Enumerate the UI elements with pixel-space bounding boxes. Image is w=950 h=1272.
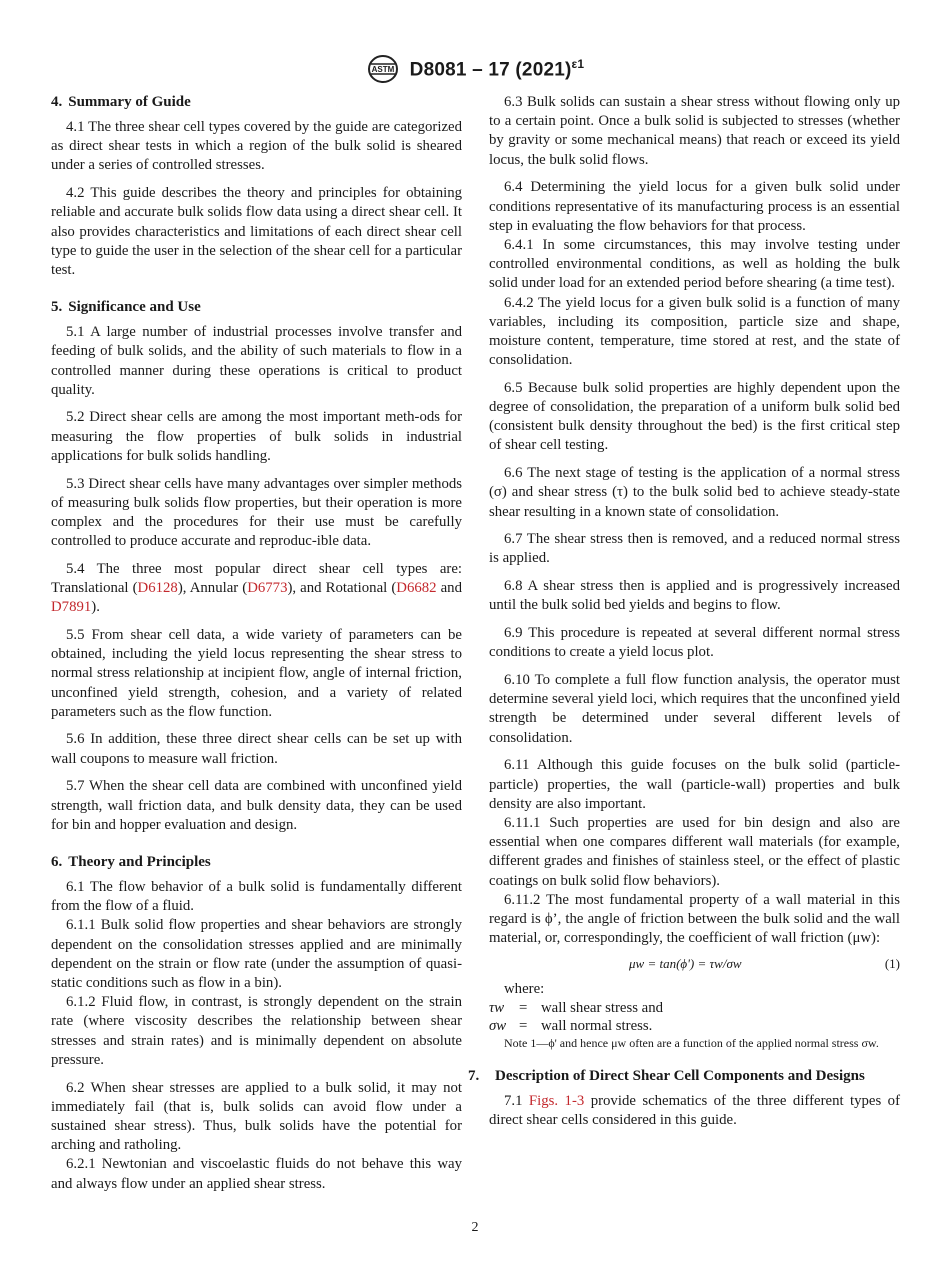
paragraph-5-1: 5.1 A large number of industrial processes involve transfer and feeding of bulk solids, and the ability of such materials to flow in a controlled manner during these operations is critical to product quality. xyxy=(51,324,462,398)
paragraph-6-2: 6.2 When shear stresses are applied to a bulk solid, it may not immediately fail (that is, bulk solids can avoid flow under a sustained shear stress). Thus, bulk solids have the potential for arching and ratholing. xyxy=(51,1079,462,1154)
paragraph-5-6: 5.6 In addition, these three direct shear cells can be set up with wall coupons to measure wall friction. xyxy=(51,731,462,767)
paragraph-6-9: 6.9 This procedure is repeated at several different normal stress conditions to create a yield locus plot. xyxy=(489,625,900,661)
section-number: 6. xyxy=(51,854,63,870)
paragraph-5-3: 5.3 Direct shear cells have many advantages over simpler methods of measuring bulk solids flow properties, but their operation is more complex and the procedures for their use must be carefully controlled to produce accurate and reproduc-ible data. xyxy=(51,475,462,550)
paragraph-5-7: 5.7 When the shear cell data are combined with unconfined yield strength, wall friction data, and bulk density data, they can be used for bin and hopper evaluation and design. xyxy=(51,778,462,833)
text-run: ), and Rotational ( xyxy=(287,580,397,597)
left-column xyxy=(51,93,462,1194)
page-header xyxy=(0,52,950,86)
section-title: Summary of Guide xyxy=(68,94,191,110)
section-number: 4. xyxy=(51,94,63,110)
paragraph-6-11: 6.11 Although this guide focuses on the bulk solid (particle-particle) properties, the wall (particle-wall) properties and bulk density are also important. xyxy=(489,757,900,812)
paragraph-6-1-1: 6.1.1 Bulk solid flow properties and shear behaviors are strongly dependent on the consolidation stresses applied and are minimally dependent on the strain or flow rate (under the assumption of quasi-static conditions such as flow in a bin). xyxy=(51,917,462,992)
section-title: Significance and Use xyxy=(68,299,201,316)
paragraph-6-6: 6.6 The next stage of testing is the application of a normal stress (σ) and shear stress (τ) to the bulk solid bed to achieve steady-state shear resulting in a known state of consolidation. xyxy=(489,465,900,520)
paragraph-7-1 xyxy=(489,1092,900,1130)
definition-text: wall shear stress and xyxy=(541,999,664,1016)
where-label: where: xyxy=(504,980,545,997)
link-d7891[interactable]: D7891 xyxy=(51,599,92,616)
designation-text: D8081 – 17 (2021) xyxy=(409,59,572,81)
text-run: ), Annular ( xyxy=(177,580,248,597)
definition-symbol: τw xyxy=(489,999,505,1016)
paragraph-6-2-1: 6.2.1 Newtonian and viscoelastic fluids do not behave this way and always flow under an applied shear stress. xyxy=(51,1156,462,1192)
definition-symbol: σw xyxy=(489,1017,507,1034)
text-run: ). xyxy=(91,599,100,616)
logo-text: ASTM xyxy=(371,65,395,74)
paragraph-6-1: 6.1 The flow behavior of a bulk solid is fundamentally different from the flow of a fluid. xyxy=(51,879,462,915)
note-1: Note 1—ϕ' and hence μw often are a function of the applied normal stress σw. xyxy=(504,1035,879,1050)
paragraph-5-5: 5.5 From shear cell data, a wide variety of parameters can be obtained, including the yield locus representing the shear stress to normal stress relationship at incipient flow, angle of internal friction, unconfined yield strength, cohesion, and a variety of related parameters such as the flow function. xyxy=(51,626,462,720)
link-d6773[interactable]: D6773 xyxy=(247,580,288,597)
paragraph-6-7: 6.7 The shear stress then is removed, and a reduced normal stress is applied. xyxy=(489,531,900,567)
section-number: 5. xyxy=(51,299,63,316)
paragraph-6-11-2: 6.11.2 The most fundamental property of a wall material in this regard is ϕ’, the angle of friction between the bulk solid and the wall material, or, correspondingly, the coefficient of wall friction (μw): xyxy=(489,891,900,947)
astm-logo-icon xyxy=(366,54,400,84)
paragraph-6-4: 6.4 Determining the yield locus for a given bulk solid under conditions representative of its manufacturing process is an essential step in evaluating the flow behaviors for that process. xyxy=(489,179,900,234)
paragraph-4-1: 4.1 The three shear cell types covered by the guide are categorized as direct shear tests in which a region of the bulk solid is sheared under a series of controlled stresses. xyxy=(51,119,462,174)
paragraph-5-2: 5.2 Direct shear cells are among the most important meth-ods for measuring the flow properties of bulk solids in industrial applications for bulk solids handling. xyxy=(51,409,462,464)
link-figs-1-3[interactable]: Figs. 1-3 xyxy=(528,1092,585,1109)
paragraph-6-3: 6.3 Bulk solids can sustain a shear stress without flowing only up to a certain point. Once a bulk solid is subjected to stresses (whether by gravity or some mechanical means) that reach or exceed its yield locus, the bulk solid flows. xyxy=(489,94,900,168)
designation-superscript: ε1 xyxy=(571,56,585,71)
equation-1 xyxy=(489,954,900,973)
link-d6682[interactable]: D6682 xyxy=(396,580,437,597)
paragraph-6-8: 6.8 A shear stress then is applied and is progressively increased until the bulk solid bed yields and begins to flow. xyxy=(489,578,900,614)
paragraph-4-2: 4.2 This guide describes the theory and principles for obtaining reliable and accurate bulk solids flow data using a direct shear cell. It also provides characteristics and limitations of each direct shear cell type to guide the user in the selection of the shear cell for a particular test. xyxy=(51,185,462,278)
paragraph-6-4-2: 6.4.2 The yield locus for a given bulk solid is a function of many variables, including its composition, particle size and shape, moisture content, temperature, time stored at rest, and the state of consolidation. xyxy=(489,294,900,369)
section-title: Description of Direct Shear Cell Components and Designs xyxy=(495,1067,865,1084)
section-heading-4 xyxy=(51,93,462,112)
text-run: provide schematics of the three different types of direct shear cells considered in this guide. xyxy=(489,1092,900,1128)
link-d6128[interactable]: D6128 xyxy=(137,580,178,597)
equation-formula: μw = tan(ϕ') = τw/σw xyxy=(629,956,742,972)
paragraph-6-10: 6.10 To complete a full flow function analysis, the operator must determine several yield loci, which requires that the unconfined yield strength be determined under several different levels of consolidation. xyxy=(489,671,900,746)
paragraph-6-11-1: 6.11.1 Such properties are used for bin design and also are essential when one compares different wall materials (for example, different grades and finishes of stainless steel, or the effect of plastic coatings on bulk solid flow behaviors). xyxy=(489,814,900,889)
paragraph-6-5: 6.5 Because bulk solid properties are highly dependent upon the degree of consolidation, the preparation of a uniform bulk solid bed (consistent bulk density throughout the bed) is the first critical step of shear cell testing. xyxy=(489,379,900,454)
definition-equals: = xyxy=(519,1017,528,1034)
definition-text: wall normal stress. xyxy=(541,1017,653,1034)
section-heading-6 xyxy=(51,853,462,872)
page-number: 2 xyxy=(471,1220,479,1235)
definition-row xyxy=(489,999,900,1017)
section-heading-5 xyxy=(51,298,462,317)
text-run: and xyxy=(436,580,462,597)
standard-designation xyxy=(410,57,585,81)
text-run: 5.4 The three most popular direct shear cell types are: Translational ( xyxy=(51,560,462,597)
text-run: 7.1 xyxy=(504,1092,529,1109)
section-heading-7: 7. Description of Direct Shear Cell Components and Designs xyxy=(468,1067,865,1084)
paragraph-6-1-2: 6.1.2 Fluid flow, in contrast, is strongly dependent on the strain rate (where viscosity describes the relationship between shear stresses and strain rates) and is minimally dependent on absolute pressure. xyxy=(51,994,462,1068)
paragraph-5-4 xyxy=(51,560,462,618)
paragraph-6-4-1: 6.4.1 In some circumstances, this may involve testing under controlled environmental conditions, as well as holding the bulk solid under load for an extended period before shearing (a time test). xyxy=(489,236,900,292)
section-title: Theory and Principles xyxy=(68,854,211,870)
right-column xyxy=(468,93,900,1130)
definition-row xyxy=(489,1017,900,1035)
definition-equals: = xyxy=(519,999,528,1016)
equation-number: (1) xyxy=(884,956,900,972)
